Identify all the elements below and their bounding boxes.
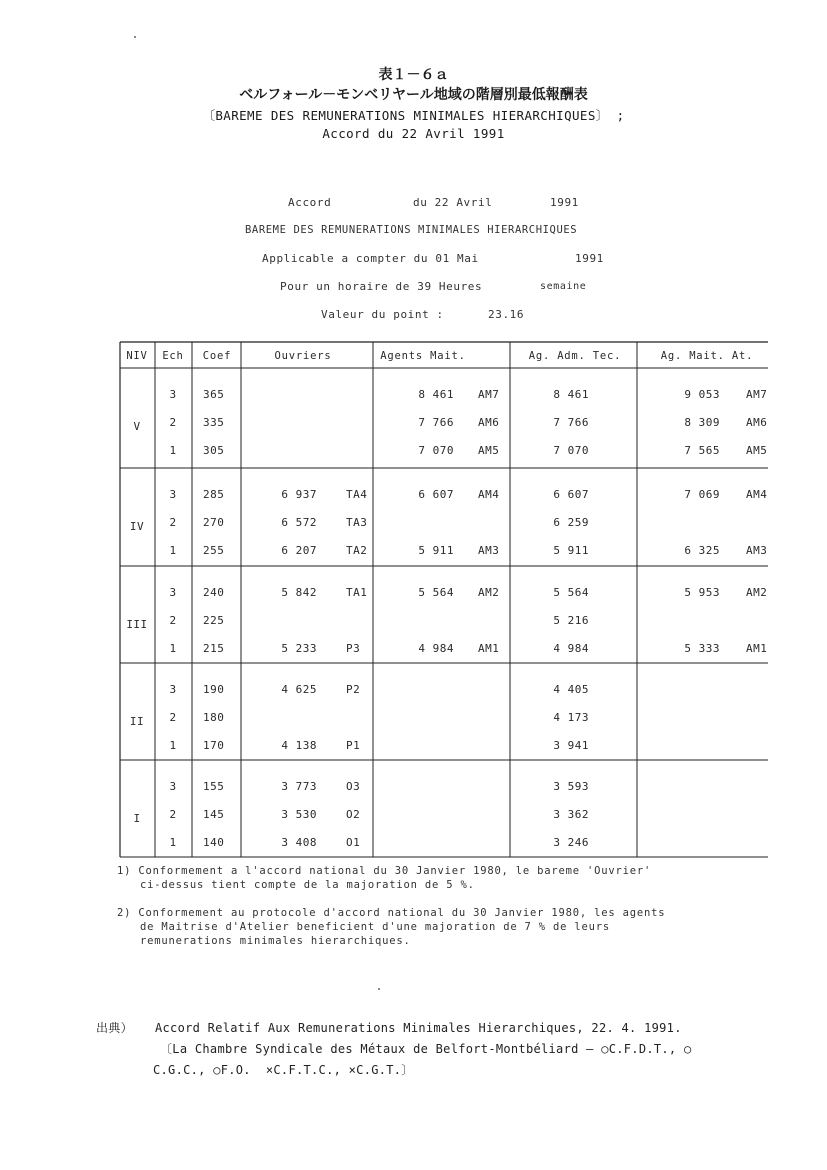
doc-accord-label: Accord bbox=[288, 196, 332, 209]
echelon-cell: 2 bbox=[169, 614, 177, 627]
echelon-cell: 2 bbox=[169, 808, 177, 821]
level-label: III bbox=[126, 618, 148, 631]
ouvriers-code-cell: TA1 bbox=[346, 586, 368, 599]
agents-maitrise-value-cell: 7 070 bbox=[418, 444, 454, 457]
column-header: Ag. Mait. At. bbox=[660, 350, 754, 362]
column-header: Agents Mait. bbox=[380, 350, 466, 362]
agents-adm-tec-value-cell: 3 362 bbox=[553, 808, 589, 821]
agents-maitrise-code-cell: AM4 bbox=[478, 488, 500, 501]
agents-maitrise-atelier-value-cell: 6 325 bbox=[684, 544, 720, 557]
coefficient-cell: 170 bbox=[203, 739, 225, 752]
footnote-2-line-2: de Maitrise d'Atelier beneficient d'une majoration de 7 % de leurs bbox=[140, 921, 611, 933]
ouvriers-value-cell: 5 233 bbox=[281, 642, 317, 655]
ouvriers-code-cell: O3 bbox=[346, 780, 361, 793]
column-header: Ech bbox=[162, 350, 184, 362]
agents-adm-tec-value-cell: 4 173 bbox=[553, 711, 589, 724]
column-header: Ouvriers bbox=[274, 350, 332, 362]
agents-maitrise-value-cell: 7 766 bbox=[418, 416, 454, 429]
agents-maitrise-atelier-value-cell: 5 953 bbox=[684, 586, 720, 599]
level-label: II bbox=[129, 715, 145, 728]
doc-semaine: semaine bbox=[540, 281, 587, 292]
doc-accord-date: du 22 Avril bbox=[413, 196, 493, 209]
doc-valeur: Valeur du point : bbox=[321, 308, 444, 321]
agents-maitrise-code-cell: AM3 bbox=[478, 544, 500, 557]
echelon-cell: 3 bbox=[169, 586, 177, 599]
ouvriers-code-cell: TA4 bbox=[346, 488, 368, 501]
ouvriers-code-cell: TA3 bbox=[346, 516, 368, 529]
source-line-2: 〔La Chambre Syndicale des Métaux de Belfort-Montbéliard ― ○C.F.D.T., ○ bbox=[160, 1042, 692, 1056]
agents-maitrise-atelier-value-cell: 8 309 bbox=[684, 416, 720, 429]
echelon-cell: 2 bbox=[169, 711, 177, 724]
ouvriers-value-cell: 6 937 bbox=[281, 488, 317, 501]
coefficient-cell: 255 bbox=[203, 544, 225, 557]
coefficient-cell: 240 bbox=[203, 586, 225, 599]
ouvriers-code-cell: TA2 bbox=[346, 544, 368, 557]
echelon-cell: 3 bbox=[169, 388, 177, 401]
column-header: Ag. Adm. Tec. bbox=[528, 350, 622, 362]
agents-adm-tec-value-cell: 5 216 bbox=[553, 614, 589, 627]
echelon-cell: 1 bbox=[169, 544, 177, 557]
level-label: IV bbox=[129, 520, 145, 533]
ouvriers-code-cell: P3 bbox=[346, 642, 361, 655]
agents-adm-tec-value-cell: 3 593 bbox=[553, 780, 589, 793]
agents-maitrise-code-cell: AM7 bbox=[478, 388, 500, 401]
footnote-2-line-1: 2) Conformement au protocole d'accord national du 30 Janvier 1980, les agents bbox=[117, 907, 666, 919]
echelon-cell: 1 bbox=[169, 444, 177, 457]
agents-adm-tec-value-cell: 5 564 bbox=[553, 586, 589, 599]
ouvriers-value-cell: 3 530 bbox=[281, 808, 317, 821]
source-line-1: Accord Relatif Aux Remunerations Minimales Hierarchiques, 22. 4. 1991. bbox=[155, 1021, 682, 1035]
level-label: V bbox=[133, 420, 141, 433]
source-line-3: C.G.C., ○F.O. ×C.F.T.C., ×C.G.T.〕 bbox=[153, 1063, 414, 1077]
doc-applicable: Applicable a compter du 01 Mai bbox=[262, 252, 479, 265]
coefficient-cell: 285 bbox=[203, 488, 225, 501]
agents-maitrise-value-cell: 5 564 bbox=[418, 586, 454, 599]
agents-maitrise-atelier-value-cell: 9 053 bbox=[684, 388, 720, 401]
footnote-2-line-3: remunerations minimales hierarchiques. bbox=[140, 935, 411, 947]
doc-bareme: BAREME DES REMUNERATIONS MINIMALES HIERARCHIQUES bbox=[245, 224, 578, 236]
echelon-cell: 2 bbox=[169, 516, 177, 529]
agents-maitrise-value-cell: 5 911 bbox=[418, 544, 454, 557]
doc-accord-year: 1991 bbox=[550, 196, 579, 209]
column-header: Coef bbox=[202, 350, 232, 362]
agents-adm-tec-value-cell: 6 607 bbox=[553, 488, 589, 501]
agents-maitrise-atelier-code-cell: AM5 bbox=[746, 444, 768, 457]
echelon-cell: 2 bbox=[169, 416, 177, 429]
footnote-1-line-2: ci-dessus tient compte de la majoration de 5 %. bbox=[140, 879, 475, 891]
ouvriers-code-cell: P2 bbox=[346, 683, 361, 696]
agents-maitrise-code-cell: AM6 bbox=[478, 416, 500, 429]
coefficient-cell: 215 bbox=[203, 642, 225, 655]
agents-maitrise-atelier-code-cell: AM3 bbox=[746, 544, 768, 557]
echelon-cell: 1 bbox=[169, 642, 177, 655]
agents-adm-tec-value-cell: 7 070 bbox=[553, 444, 589, 457]
agents-maitrise-atelier-code-cell: AM1 bbox=[746, 642, 768, 655]
agents-maitrise-atelier-code-cell: AM2 bbox=[746, 586, 768, 599]
agents-maitrise-atelier-code-cell: AM7 bbox=[746, 388, 768, 401]
agents-adm-tec-value-cell: 7 766 bbox=[553, 416, 589, 429]
agents-maitrise-atelier-value-cell: 5 333 bbox=[684, 642, 720, 655]
footnote-1-line-1: 1) Conformement a l'accord national du 30 Janvier 1980, le bareme 'Ouvrier' bbox=[117, 865, 652, 877]
doc-applicable-year: 1991 bbox=[575, 252, 604, 265]
ouvriers-value-cell: 6 207 bbox=[281, 544, 317, 557]
coefficient-cell: 180 bbox=[203, 711, 225, 724]
agents-adm-tec-value-cell: 4 405 bbox=[553, 683, 589, 696]
coefficient-cell: 155 bbox=[203, 780, 225, 793]
coefficient-cell: 145 bbox=[203, 808, 225, 821]
page-title-jp: ベルフォール－モンベリヤール地域の階層別最低報酬表 bbox=[239, 87, 588, 103]
coefficient-cell: 335 bbox=[203, 416, 225, 429]
column-header: NIV bbox=[126, 350, 148, 362]
agents-adm-tec-value-cell: 3 941 bbox=[553, 739, 589, 752]
echelon-cell: 3 bbox=[169, 780, 177, 793]
ouvriers-value-cell: 4 138 bbox=[281, 739, 317, 752]
ouvriers-value-cell: 4 625 bbox=[281, 683, 317, 696]
scan-speck bbox=[378, 988, 380, 990]
doc-valeur-value: 23.16 bbox=[488, 308, 525, 321]
coefficient-cell: 225 bbox=[203, 614, 225, 627]
agents-adm-tec-value-cell: 5 911 bbox=[553, 544, 589, 557]
agents-maitrise-value-cell: 6 607 bbox=[418, 488, 454, 501]
table-number: 表１－６ａ bbox=[378, 67, 449, 83]
echelon-cell: 3 bbox=[169, 683, 177, 696]
agents-maitrise-value-cell: 4 984 bbox=[418, 642, 454, 655]
agents-adm-tec-value-cell: 3 246 bbox=[553, 836, 589, 849]
ouvriers-code-cell: O2 bbox=[346, 808, 361, 821]
agents-adm-tec-value-cell: 8 461 bbox=[553, 388, 589, 401]
ouvriers-value-cell: 3 408 bbox=[281, 836, 317, 849]
echelon-cell: 1 bbox=[169, 836, 177, 849]
scan-speck bbox=[134, 36, 136, 38]
coefficient-cell: 140 bbox=[203, 836, 225, 849]
coefficient-cell: 365 bbox=[203, 388, 225, 401]
agents-maitrise-code-cell: AM5 bbox=[478, 444, 500, 457]
ouvriers-value-cell: 3 773 bbox=[281, 780, 317, 793]
agents-maitrise-value-cell: 8 461 bbox=[418, 388, 454, 401]
ouvriers-value-cell: 5 842 bbox=[281, 586, 317, 599]
level-label: I bbox=[133, 812, 141, 825]
coefficient-cell: 270 bbox=[203, 516, 225, 529]
echelon-cell: 3 bbox=[169, 488, 177, 501]
ouvriers-code-cell: P1 bbox=[346, 739, 361, 752]
agents-maitrise-atelier-code-cell: AM6 bbox=[746, 416, 768, 429]
ouvriers-value-cell: 6 572 bbox=[281, 516, 317, 529]
agents-maitrise-atelier-code-cell: AM4 bbox=[746, 488, 768, 501]
source-label: 出典） bbox=[96, 1021, 133, 1035]
page-title-accord: Accord du 22 Avril 1991 bbox=[322, 126, 505, 141]
agents-maitrise-atelier-value-cell: 7 565 bbox=[684, 444, 720, 457]
ouvriers-code-cell: O1 bbox=[346, 836, 361, 849]
doc-horaire: Pour un horaire de 39 Heures bbox=[280, 280, 483, 293]
agents-maitrise-code-cell: AM1 bbox=[478, 642, 500, 655]
coefficient-cell: 190 bbox=[203, 683, 225, 696]
page-title-fr: 〔BAREME DES REMUNERATIONS MINIMALES HIERARCHIQUES〕 ; bbox=[202, 108, 625, 123]
coefficient-cell: 305 bbox=[203, 444, 225, 457]
agents-maitrise-atelier-value-cell: 7 069 bbox=[684, 488, 720, 501]
echelon-cell: 1 bbox=[169, 739, 177, 752]
agents-adm-tec-value-cell: 6 259 bbox=[553, 516, 589, 529]
agents-maitrise-code-cell: AM2 bbox=[478, 586, 500, 599]
agents-adm-tec-value-cell: 4 984 bbox=[553, 642, 589, 655]
